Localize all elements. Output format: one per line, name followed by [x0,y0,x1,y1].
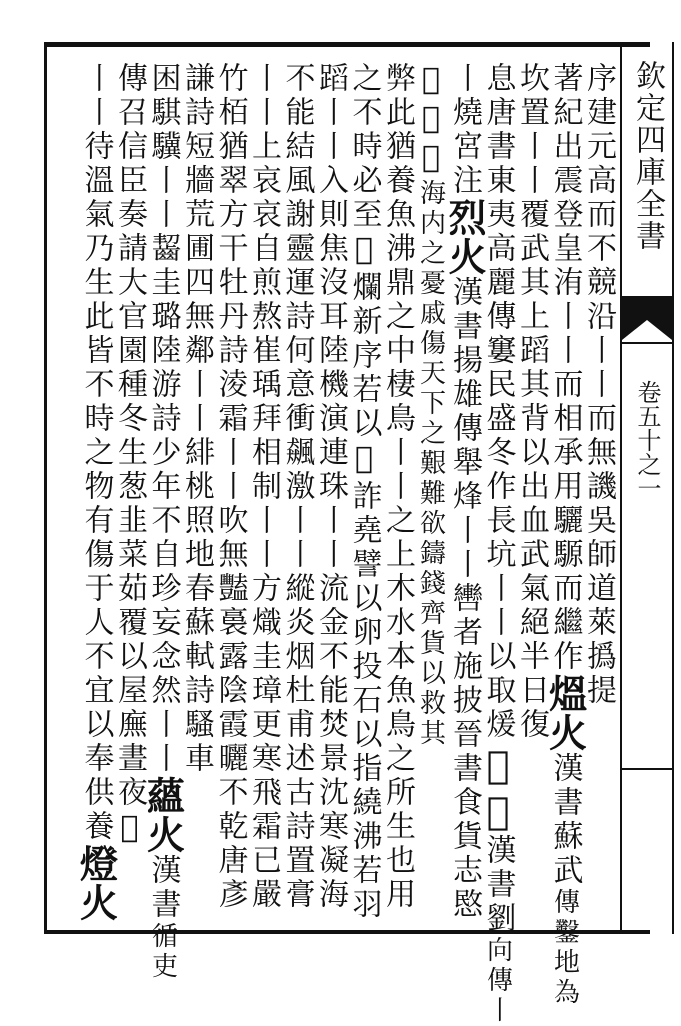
headword: 燈火 [73,844,119,922]
text-segment: 丨丨上哀哀自煎熬崔瑀拜相制丨丨方熾圭璋更寒飛霜已嚴 [246,62,281,912]
frame-outer-right-rule [672,42,674,934]
headword: 烈火 [442,198,487,276]
text-segment: 海内之憂戚傷天下之艱難欲鑄錢齊貨以救其 [415,179,446,749]
headword: 熅火 [542,674,588,752]
text-segment: 漢書蘇武 [547,752,583,888]
volume-label: 卷五十之一 [633,380,661,500]
text-segment: 漢書揚雄傳舉烽丨丨轡者施披晉書食貨志愍 [447,276,482,922]
headword: 蘊火 [140,776,186,854]
text-segment: 坎置丨丨覆武其上蹈其背以出血武氣絕半日復 [514,62,549,742]
text-segment: 蹈丨丨入則焦沒耳陸機演連珠丨丨流金不能焚景沈寒凝海 [313,62,348,912]
text-segment: 著紀出震登皇洧丨丨而相承用驪騵而繼作 [547,62,583,674]
book-title: 欽定四庫全書 [630,60,665,252]
text-segment: 丨燒宮注 [447,62,482,198]
frame-top-rule [44,42,650,47]
text-segment: 丨丨待溫氣乃生此皆不時之物有傷于人不宜以奉供養 [78,62,114,844]
text-segment: 息唐書東夷高麗傳窶民盛冬作長坑丨丨以取煖 [480,62,516,742]
frame-left-rule [44,42,47,934]
text-segment: 不能結風謝靈運詩何意衝飆激丨丨縱炎烟杜甫述古詩置膏 [279,62,315,912]
text-segment: 序建元高而不競沿丨丨而無譏吳師道萊撝提 [581,62,616,708]
text-segment: 傳召信臣奏請大官園種冬生葱韭菜茹覆以屋廡晝夜𤇊 [112,62,147,849]
frame-right-rule [620,42,622,934]
text-segment: 漢書 [145,854,181,922]
text-segment: 困騏驥丨丨齧圭璐陸游詩少年不自珍妄念然丨丨 [145,62,181,776]
text-segment: 漢書劉 [480,834,516,936]
margin-lower-rule [622,768,672,770]
text-segment: 向傳丨 [482,936,513,1026]
text-segment: 𦶜灾也 [413,62,449,179]
text-segment: 謙詩短牆荒圃四無鄰丨丨緋桃照地春蘇軾詩騷車 [179,62,214,776]
margin-divider-rule [622,342,672,344]
text-segment: 之不時必至𤇊爛新序若以𤇊詐堯譬以卵投石以指繞沸若羽 [346,62,382,922]
text-segment: 傳鑿地為 [549,888,580,1008]
text-segment: 循吏 [147,922,178,982]
text-segment: 竹栢猶翠方干牡丹詩淩霜丨丨吹無豔裛露陰霞曬不乾唐彥 [212,62,248,912]
text-segment: 弊此猶養魚沸鼎之中棲鳥丨丨之上木水本魚鳥之所生也用 [380,62,415,912]
headword: 𦶜火 [475,742,521,834]
text-column [73,62,119,930]
fishtail-mark-icon [622,296,672,340]
